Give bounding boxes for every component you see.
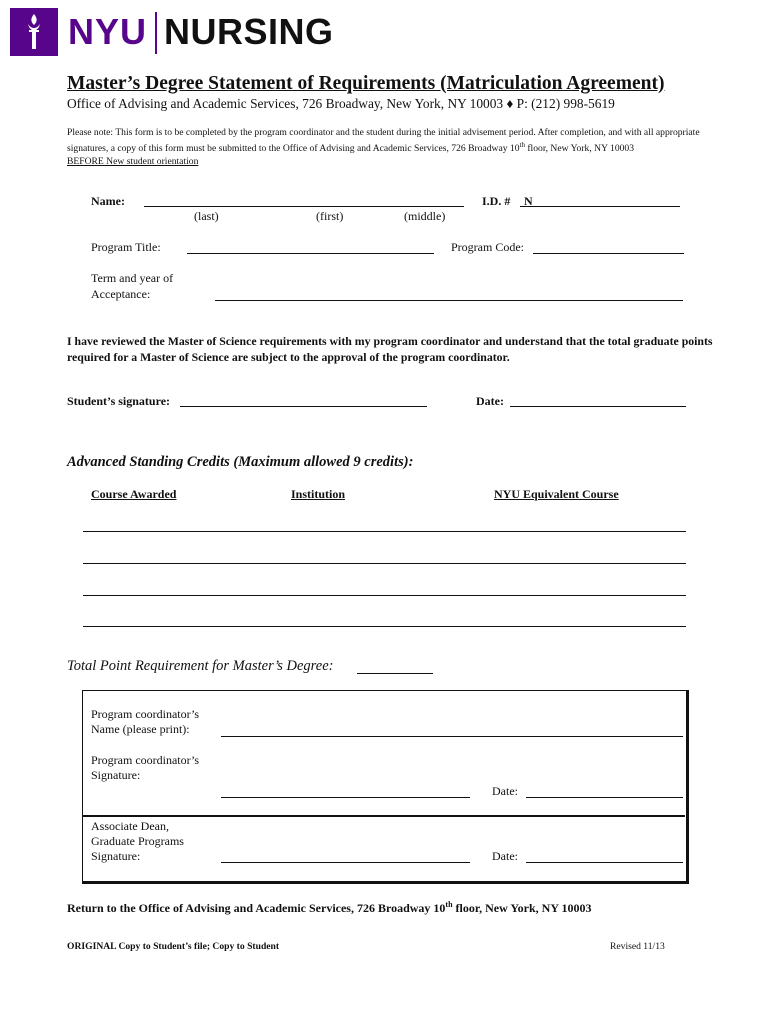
term-label-line2: Acceptance:: [91, 287, 151, 301]
credit-row-line[interactable]: [83, 563, 686, 564]
return-text: Return to the Office of Advising and Academic Services, 726 Broadway 10: [67, 901, 446, 915]
dean-date-label: Date:: [492, 849, 518, 863]
name-field[interactable]: [144, 206, 464, 207]
student-date-field[interactable]: [510, 406, 686, 407]
credit-row-line[interactable]: [83, 626, 686, 627]
column-nyu-equivalent: NYU Equivalent Course: [494, 487, 619, 501]
column-course-awarded: Course Awarded: [91, 487, 177, 501]
footer-copy-note: ORIGINAL Copy to Student’s file; Copy to Student: [67, 941, 280, 952]
dean-label-1: Associate Dean,: [91, 819, 169, 833]
middle-name-caption: (middle): [404, 209, 446, 223]
program-title-label: Program Title:: [91, 240, 161, 254]
advanced-standing-title: Advanced Standing Credits (Maximum allowed 9 credits):: [67, 454, 414, 470]
student-signature-field[interactable]: [180, 406, 427, 407]
term-field[interactable]: [215, 300, 683, 301]
id-prefix: N: [524, 194, 533, 208]
coordinator-signature-label-1: Program coordinator’s: [91, 753, 200, 767]
student-signature-label: Student’s signature:: [67, 394, 171, 408]
coordinator-name-field[interactable]: [221, 736, 683, 737]
nyu-logo-mark: [10, 8, 58, 56]
total-point-label: Total Point Requirement for Master’s Degree:: [67, 658, 334, 674]
dean-date-field[interactable]: [526, 862, 683, 863]
dean-label-2: Graduate Programs: [91, 834, 184, 848]
return-instructions: [67, 900, 592, 916]
student-date-label: Date:: [476, 394, 504, 408]
name-label: Name:: [91, 194, 125, 208]
coordinator-name-label-1: Program coordinator’s: [91, 707, 200, 721]
last-name-caption: (last): [194, 209, 219, 223]
id-label: I.D. #: [482, 194, 511, 208]
return-sup: th: [445, 900, 453, 909]
column-institution: Institution: [291, 487, 346, 501]
first-name-caption: (first): [316, 209, 344, 223]
page-title: Master’s Degree Statement of Requirements (Matriculation Agreement): [67, 73, 665, 94]
footer-revised: Revised 11/13: [610, 941, 665, 952]
torch-icon: [10, 8, 58, 56]
coordinator-date-field[interactable]: [526, 797, 683, 798]
coordinator-signature-field[interactable]: [221, 797, 470, 798]
dean-label-3: Signature:: [91, 849, 141, 863]
total-point-field[interactable]: [357, 673, 433, 674]
note-sup: th: [519, 141, 525, 149]
id-field[interactable]: [520, 206, 680, 207]
logo-divider: [155, 12, 157, 54]
credit-row-line[interactable]: [83, 531, 686, 532]
coordinator-name-label-2: Name (please print):: [91, 722, 190, 736]
logo-unit-text: NURSING: [164, 11, 334, 52]
note-text: Please note: This form is to be completed by the program coordinator and the student during the initial advisement period. After completion, and with all appropriate signatures, a copy of this form must be submitted to the Office of Advising and Academic Services, 726 Broadway 10: [67, 127, 700, 155]
return-text-2: floor, New York, NY 10003: [452, 901, 592, 915]
program-code-field[interactable]: [533, 253, 684, 254]
coordinator-name-label: [91, 707, 199, 737]
program-title-field[interactable]: [187, 253, 434, 254]
logo-brand-text: NYU: [68, 11, 148, 52]
dean-signature-field[interactable]: [221, 862, 470, 863]
coordinator-signature-label-2: Signature:: [91, 768, 141, 782]
coordinator-signature-label: [91, 753, 199, 783]
instructions-note: [67, 126, 707, 168]
note-text-2: floor, New York, NY 10003: [524, 143, 635, 155]
program-code-label: Program Code:: [451, 240, 524, 254]
credit-row-line[interactable]: [83, 595, 686, 596]
box-divider: [83, 815, 685, 817]
coordinator-date-label: Date:: [492, 784, 518, 798]
office-address: Office of Advising and Academic Services, 726 Broadway, New York, NY 10003 ♦ P: (212) 998-5619: [67, 96, 615, 111]
term-label-line1: Term and year of: [91, 271, 174, 285]
dean-signature-label: [91, 819, 184, 864]
agreement-statement: I have reviewed the Master of Science requirements with my program coordinator and understand that the total graduate points required for a Master of Science are subject to the approval of the program coordinator.: [67, 334, 713, 364]
note-deadline: BEFORE New student orientation: [67, 156, 199, 168]
